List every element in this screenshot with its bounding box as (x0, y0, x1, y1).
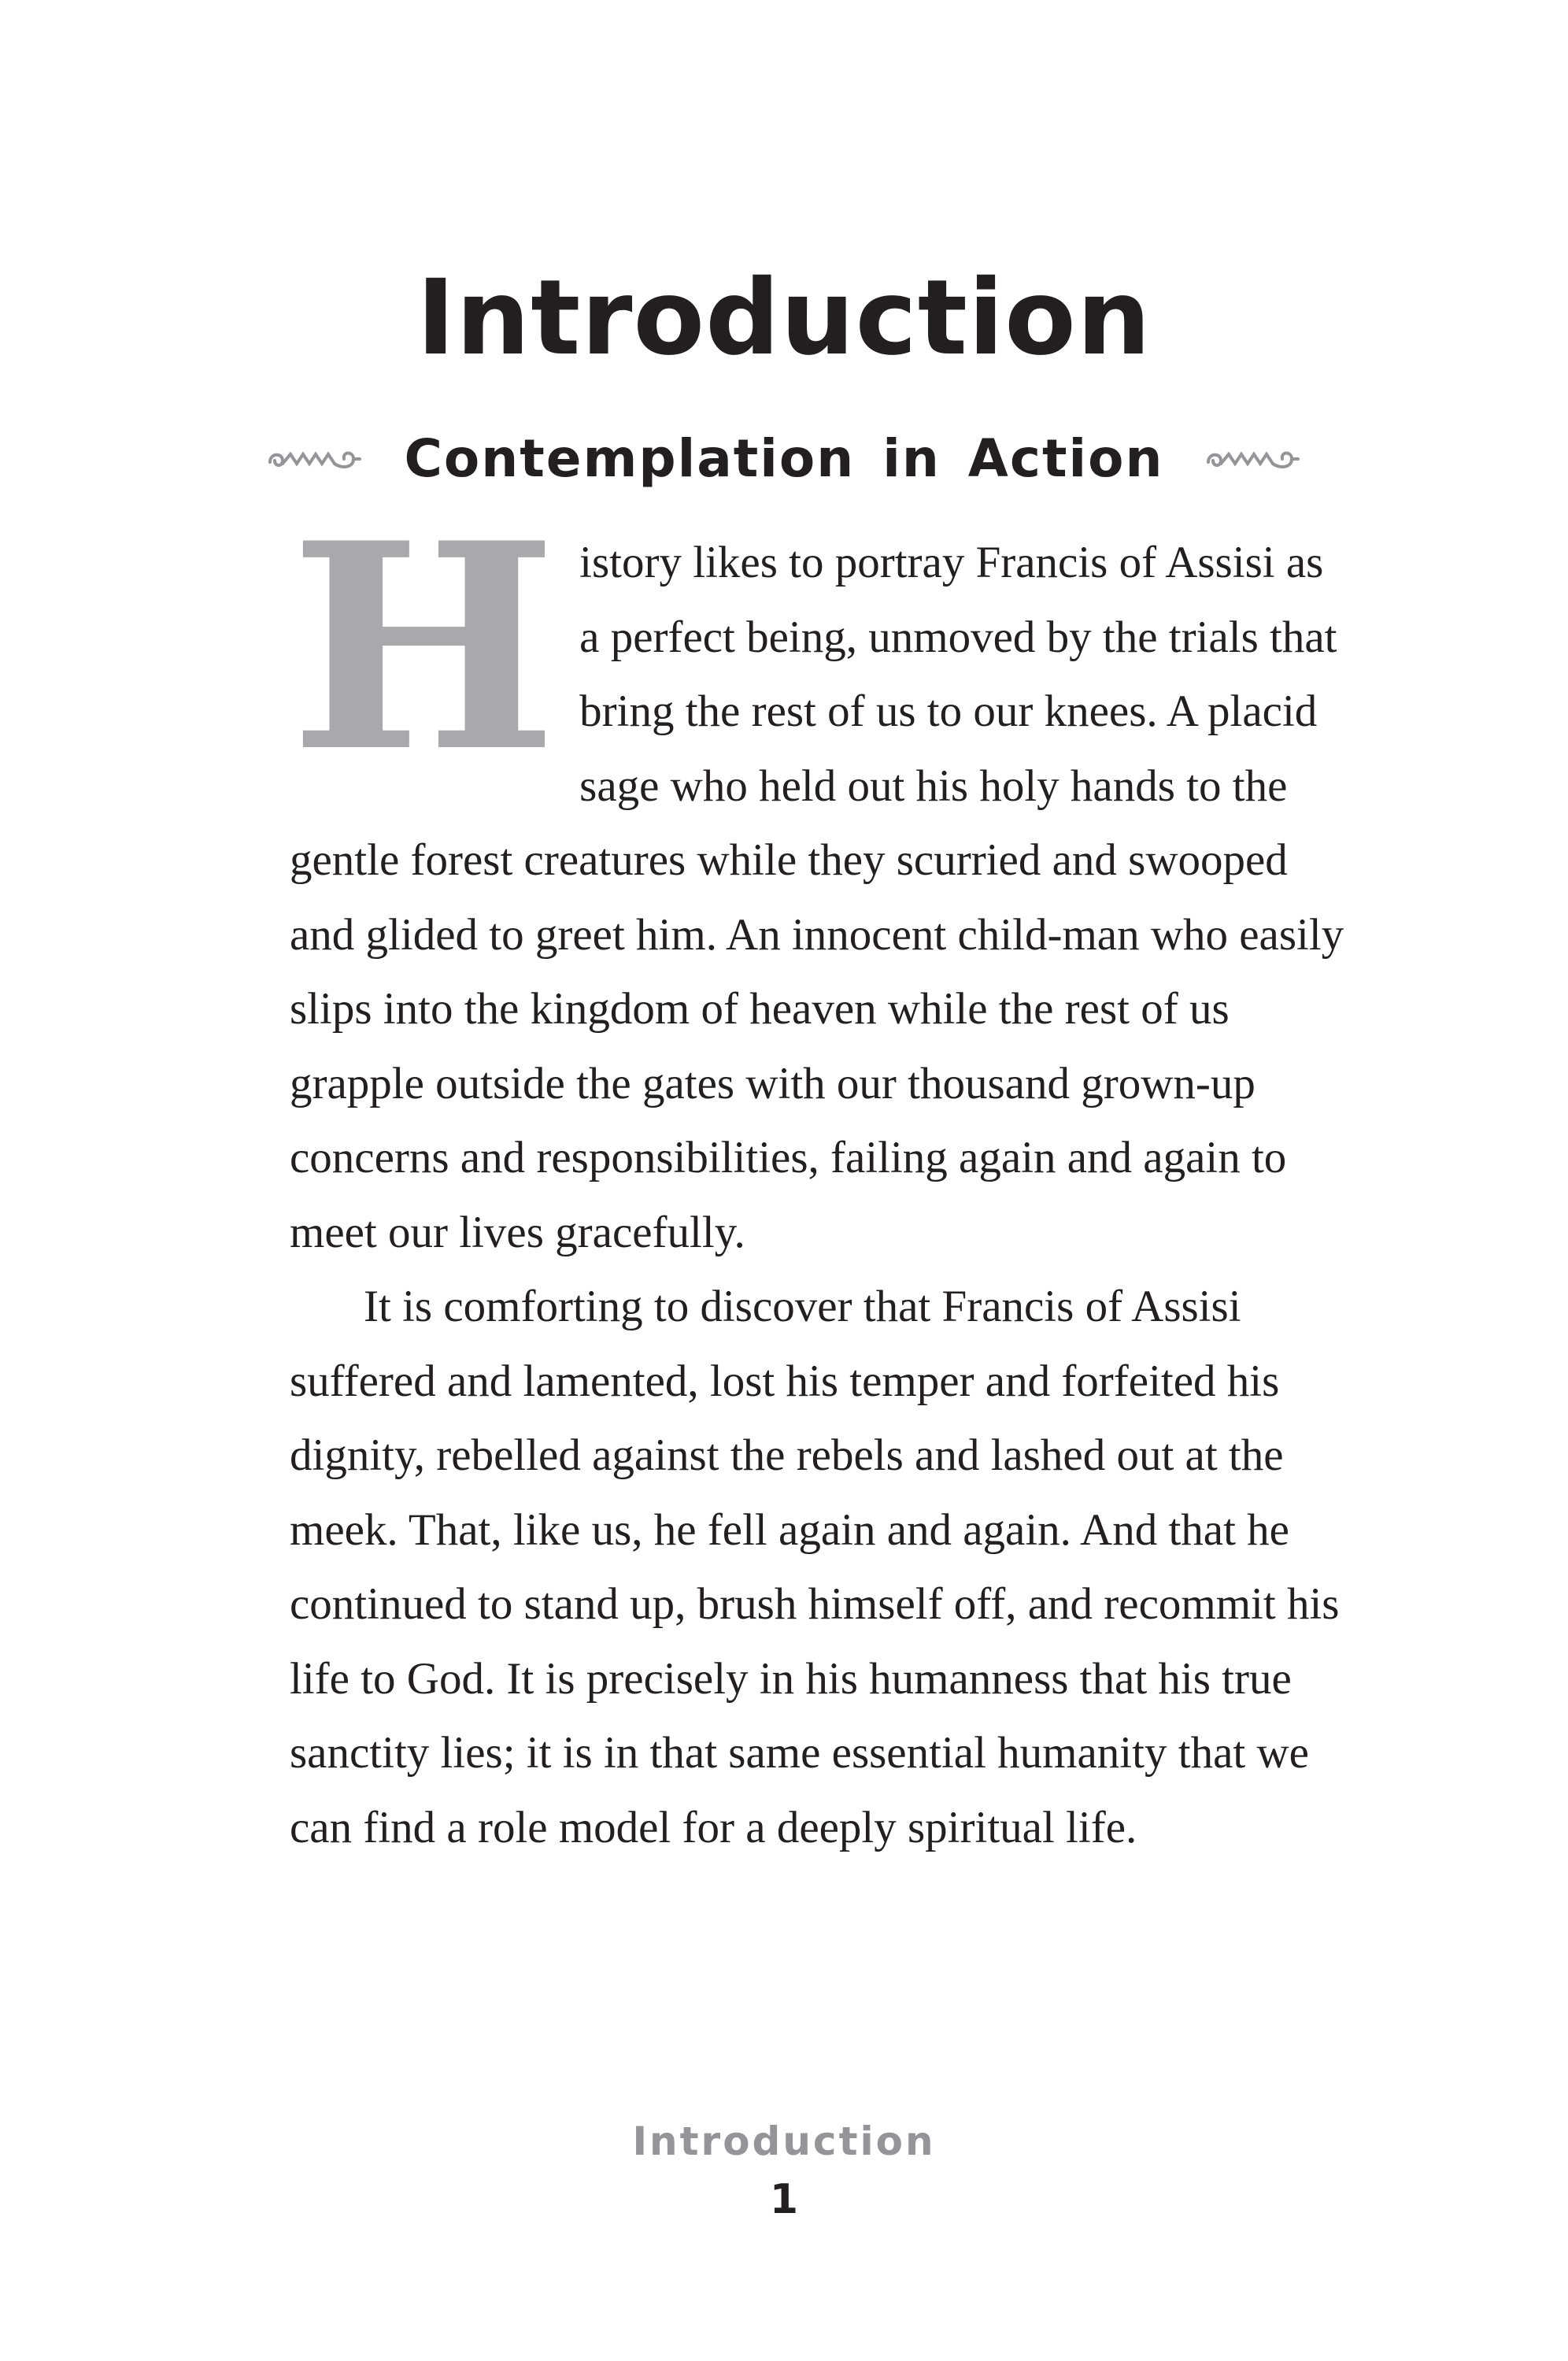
body-text (290, 481, 1344, 1865)
paragraph: It is comforting to discover that Francis of Assisi suffered and lamented, lost his temper and forfeited his dignity, rebelled against the rebels and lashed out at the meek. That, like us, he fell again and again. And that he continued to stand up, brush himself off, and recommit his life to God. It is precisely in his humanness that his true sanctity lies; it is in that same essential humanity that we can find a role model for a deeply spiritual life. (290, 1282, 1340, 1852)
chapter-title: Introduction (416, 257, 1152, 379)
page-number: 1 (769, 2176, 799, 2223)
paragraph (290, 481, 1344, 1270)
paragraph-text: istory likes to portray Francis of Assisi as a perfect being, unmoved by the trials that bring the rest of us to our knees. A placid sage who held out his holy hands to the gentle forest creatures while they scurried and swooped and glided to greet him. An innocent child-man who easily slips into the kingdom of heaven while the rest of us grapple outside the gates with our thousand grown-up concerns and responsibilities, failing again and again to meet our lives gracefully. (290, 538, 1344, 1257)
section-heading-text: Contemplation in Action (404, 428, 1164, 489)
scroll-flourish-icon (1204, 445, 1303, 473)
running-footer: Introduction (632, 2119, 936, 2164)
section-heading (0, 428, 1568, 489)
drop-cap: H (290, 481, 558, 814)
scroll-flourish-icon (265, 445, 364, 473)
